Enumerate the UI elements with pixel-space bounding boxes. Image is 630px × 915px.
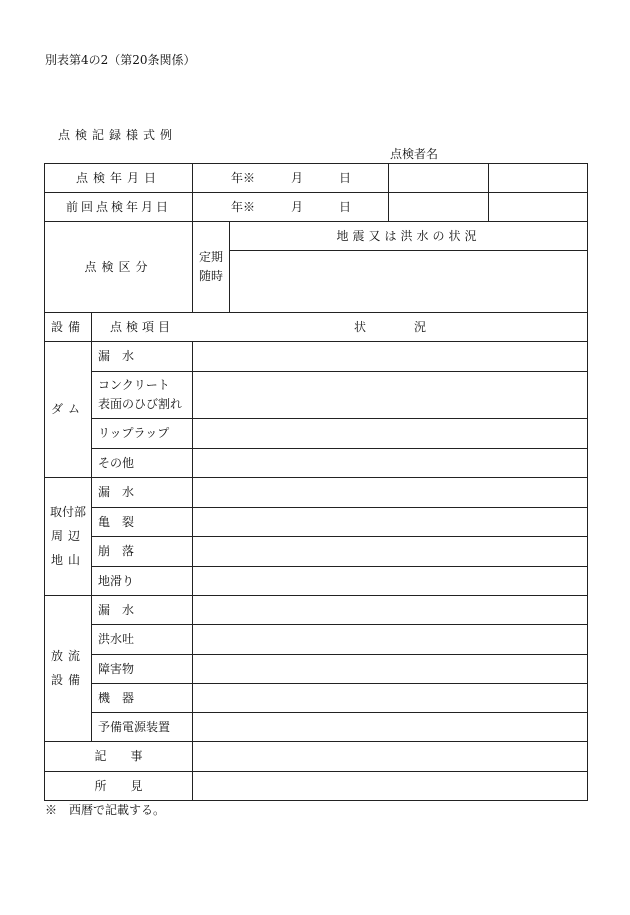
opinion-label: 所 見 [94,778,143,793]
inspection-date-value: 年※ 月 日 [231,171,352,185]
condition-header: 地震又は洪水の状況 [336,228,481,243]
item-intake-landslide: 地滑り [98,573,135,588]
group-dam-label: ダム [50,402,85,416]
group-intake-label [45,477,91,595]
item-intake-collapse: 崩 落 [98,544,135,558]
category-options [193,221,229,312]
status-header: 状 況 [353,319,426,334]
form-reference: 別表第4の2（第20条関係） [45,53,196,67]
facility-header: 設備 [50,319,85,334]
item-intake-crack: 亀 裂 [98,514,135,529]
group-intake-line1: 取付部 [49,505,86,519]
footnote: ※ 西暦で記載する。 [45,803,166,817]
periodic-label: 定期 [198,249,223,264]
inspector-name-label: 点検者名 [390,147,439,161]
item-header: 点検項目 [109,319,174,334]
item-intake-leak: 漏 水 [98,485,135,499]
group-intake-line2: 周辺 [50,529,85,543]
item-discharge-spillway: 洪水吐 [98,632,135,646]
group-discharge-line2: 設備 [50,673,85,687]
inspector-name-field [389,164,488,192]
record-label: 記 事 [94,749,143,763]
inspection-record-table [44,163,588,801]
group-discharge-label [45,595,91,741]
item-dam-concrete-line1: コンクリート [98,377,170,392]
inspection-category-label: 点検区分 [84,259,153,274]
item-dam-concrete [98,371,182,418]
item-dam-other: その他 [98,455,135,470]
item-discharge-obstacle: 障害物 [98,661,135,676]
item-discharge-leak: 漏 水 [98,602,135,617]
item-dam-concrete-line2: 表面のひび割れ [98,396,183,411]
form-title: 点検記録様式例 [58,128,178,142]
group-intake-line3: 地山 [50,553,85,567]
adhoc-label: 随時 [198,268,223,283]
item-discharge-equipment: 機 器 [98,690,135,705]
item-dam-leak: 漏 水 [98,349,135,363]
item-discharge-backup-power: 予備電源装置 [98,719,171,734]
group-discharge-line1: 放流 [50,649,85,663]
inspection-date-label: 点検年月日 [75,171,161,185]
previous-date-value: 年※ 月 日 [231,199,352,214]
previous-date-label: 前回点検年月日 [65,199,171,214]
item-dam-riprap: リップラップ [98,426,170,440]
inspector-seal-field [489,164,587,192]
